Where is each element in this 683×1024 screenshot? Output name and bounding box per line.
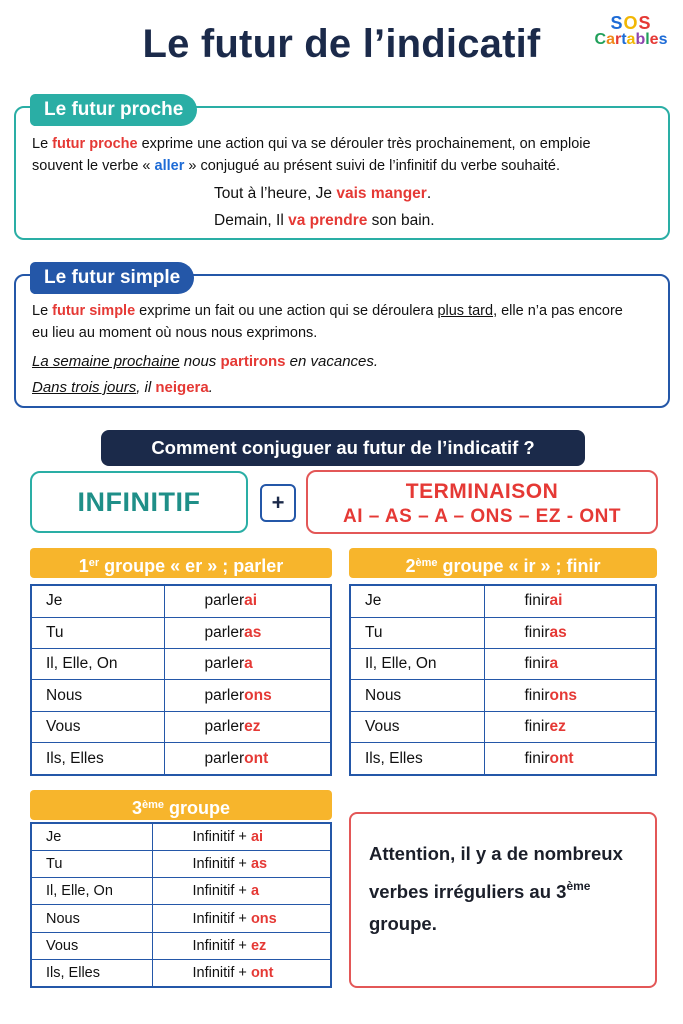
futur-proche-example-2: Demain, Il va prendre son bain.: [214, 212, 435, 229]
verb-ending: ez: [244, 718, 261, 736]
groupe-1-heading: 1er groupe « er » ; parler: [30, 548, 332, 578]
pronoun-cell: Vous: [31, 711, 164, 742]
table-row: [31, 823, 331, 851]
verb-cell: [152, 823, 331, 851]
verb-cell: [484, 649, 656, 680]
verb-cell: [164, 649, 331, 680]
verb-stem: Infinitif +: [192, 856, 251, 873]
verb-cell: [152, 905, 331, 932]
verb-ending: a: [549, 655, 559, 673]
verb-stem: parler: [204, 655, 245, 673]
table-row: [31, 680, 331, 711]
verb-cell: [152, 878, 331, 905]
verb-stem: Infinitif +: [192, 964, 251, 981]
verb-cell: [164, 617, 331, 648]
irregular-verbs-note: Attention, il y a de nombreux verbes irréguliers au 3ème groupe.: [349, 812, 657, 988]
table-row: [350, 711, 656, 742]
verb-ending: ont: [250, 964, 274, 981]
groupe-3-heading: 3ème groupe: [30, 790, 332, 820]
pronoun-cell: Je: [350, 585, 484, 617]
verb-ending: ons: [244, 686, 272, 704]
verb-ending: ez: [250, 937, 267, 954]
verb-ending: ont: [549, 749, 574, 767]
table-row: [350, 743, 656, 775]
sos-cartables-logo: [588, 14, 674, 48]
verb-stem: finir: [524, 592, 550, 610]
pronoun-cell: Vous: [31, 932, 152, 959]
verb-ending: ai: [250, 829, 264, 846]
endings-list: AI – AS – A – ONS – EZ - ONT: [343, 506, 621, 527]
terminaison-label: TERMINAISON: [405, 480, 559, 503]
verb-ending: ont: [244, 749, 269, 767]
verb-stem: Infinitif +: [192, 829, 251, 846]
verb-cell: [484, 743, 656, 775]
table-row: [350, 617, 656, 648]
terminaison-box: [306, 470, 658, 534]
verb-ending: ons: [250, 910, 277, 927]
pronoun-cell: Nous: [31, 905, 152, 932]
verb-stem: finir: [524, 718, 550, 736]
groupe-3-table: [30, 822, 332, 988]
verb-stem: parler: [204, 749, 245, 767]
table-row: [350, 649, 656, 680]
pronoun-cell: Je: [31, 585, 164, 617]
verb-stem: parler: [204, 686, 245, 704]
table-row: [31, 649, 331, 680]
plus-sign: +: [260, 484, 296, 522]
verb-ending: ai: [244, 592, 258, 610]
verb-stem: finir: [524, 623, 550, 641]
pronoun-cell: Tu: [31, 617, 164, 648]
table-row: [31, 878, 331, 905]
verb-stem: finir: [524, 749, 550, 767]
table-row: [31, 959, 331, 987]
page-title: Le futur de l’indicatif: [142, 22, 541, 66]
verb-stem: Infinitif +: [192, 910, 251, 927]
verb-cell: [484, 711, 656, 742]
verb-stem: Infinitif +: [192, 883, 251, 900]
verb-ending: ez: [549, 718, 566, 736]
pronoun-cell: Nous: [350, 680, 484, 711]
verb-stem: parler: [204, 623, 245, 641]
verb-cell: [164, 743, 331, 775]
verb-ending: ai: [549, 592, 563, 610]
verb-stem: parler: [204, 592, 245, 610]
verb-cell: [164, 680, 331, 711]
logo-line-2: Cartables: [594, 31, 668, 48]
table-row: [350, 680, 656, 711]
pronoun-cell: Je: [31, 823, 152, 851]
futur-simple-heading: Le futur simple: [30, 262, 194, 294]
pronoun-cell: Il, Elle, On: [31, 649, 164, 680]
verb-cell: [484, 680, 656, 711]
pronoun-cell: Nous: [31, 680, 164, 711]
table-row: [31, 617, 331, 648]
logo-line-1: SOS: [610, 13, 652, 33]
verb-cell: [152, 851, 331, 878]
how-to-banner: Comment conjuguer au futur de l’indicatif ?: [101, 430, 585, 466]
table-row: [31, 743, 331, 775]
table-row: [31, 711, 331, 742]
pronoun-cell: Ils, Elles: [350, 743, 484, 775]
futur-proche-definition: Le futur proche exprime une action qui va se dérouler très prochainement, on emploie souvent le verbe « aller » conjugué au présent suivi de l’infinitif du verbe souhaité.: [32, 136, 591, 174]
futur-proche-heading: Le futur proche: [30, 94, 197, 126]
futur-simple-definition: Le futur simple exprime un fait ou une action qui se déroulera plus tard, elle n’a pas encore eu lieu au moment où nous nous exprimons.: [32, 303, 623, 341]
verb-ending: as: [244, 623, 262, 641]
verb-cell: [164, 585, 331, 617]
futur-proche-example-1: Tout à l’heure, Je vais manger.: [214, 185, 432, 202]
verb-cell: [152, 932, 331, 959]
verb-ending: ons: [549, 686, 578, 704]
groupe-2-table: [349, 584, 657, 776]
table-row: [350, 585, 656, 617]
pronoun-cell: Ils, Elles: [31, 743, 164, 775]
table-row: [31, 585, 331, 617]
verb-stem: parler: [204, 718, 245, 736]
table-row: [31, 932, 331, 959]
futur-simple-example-1: La semaine prochaine nous partirons en vacances.: [32, 353, 379, 370]
table-row: [31, 905, 331, 932]
pronoun-cell: Tu: [350, 617, 484, 648]
groupe-1-table: [30, 584, 332, 776]
verb-ending: a: [250, 883, 260, 900]
verb-cell: [152, 959, 331, 987]
verb-stem: finir: [524, 655, 550, 673]
table-row: [31, 851, 331, 878]
pronoun-cell: Vous: [350, 711, 484, 742]
pronoun-cell: Tu: [31, 851, 152, 878]
pronoun-cell: Il, Elle, On: [31, 878, 152, 905]
pronoun-cell: Il, Elle, On: [350, 649, 484, 680]
verb-stem: finir: [524, 686, 550, 704]
groupe-2-heading: 2ème groupe « ir » ; finir: [349, 548, 657, 578]
verb-cell: [484, 617, 656, 648]
verb-cell: [484, 585, 656, 617]
infinitif-box: INFINITIF: [30, 471, 248, 533]
pronoun-cell: Ils, Elles: [31, 959, 152, 987]
verb-stem: Infinitif +: [192, 937, 251, 954]
verb-ending: a: [244, 655, 253, 673]
verb-ending: as: [549, 623, 567, 641]
futur-simple-example-2: Dans trois jours, il neigera.: [32, 379, 213, 396]
verb-ending: as: [250, 856, 268, 873]
verb-cell: [164, 711, 331, 742]
